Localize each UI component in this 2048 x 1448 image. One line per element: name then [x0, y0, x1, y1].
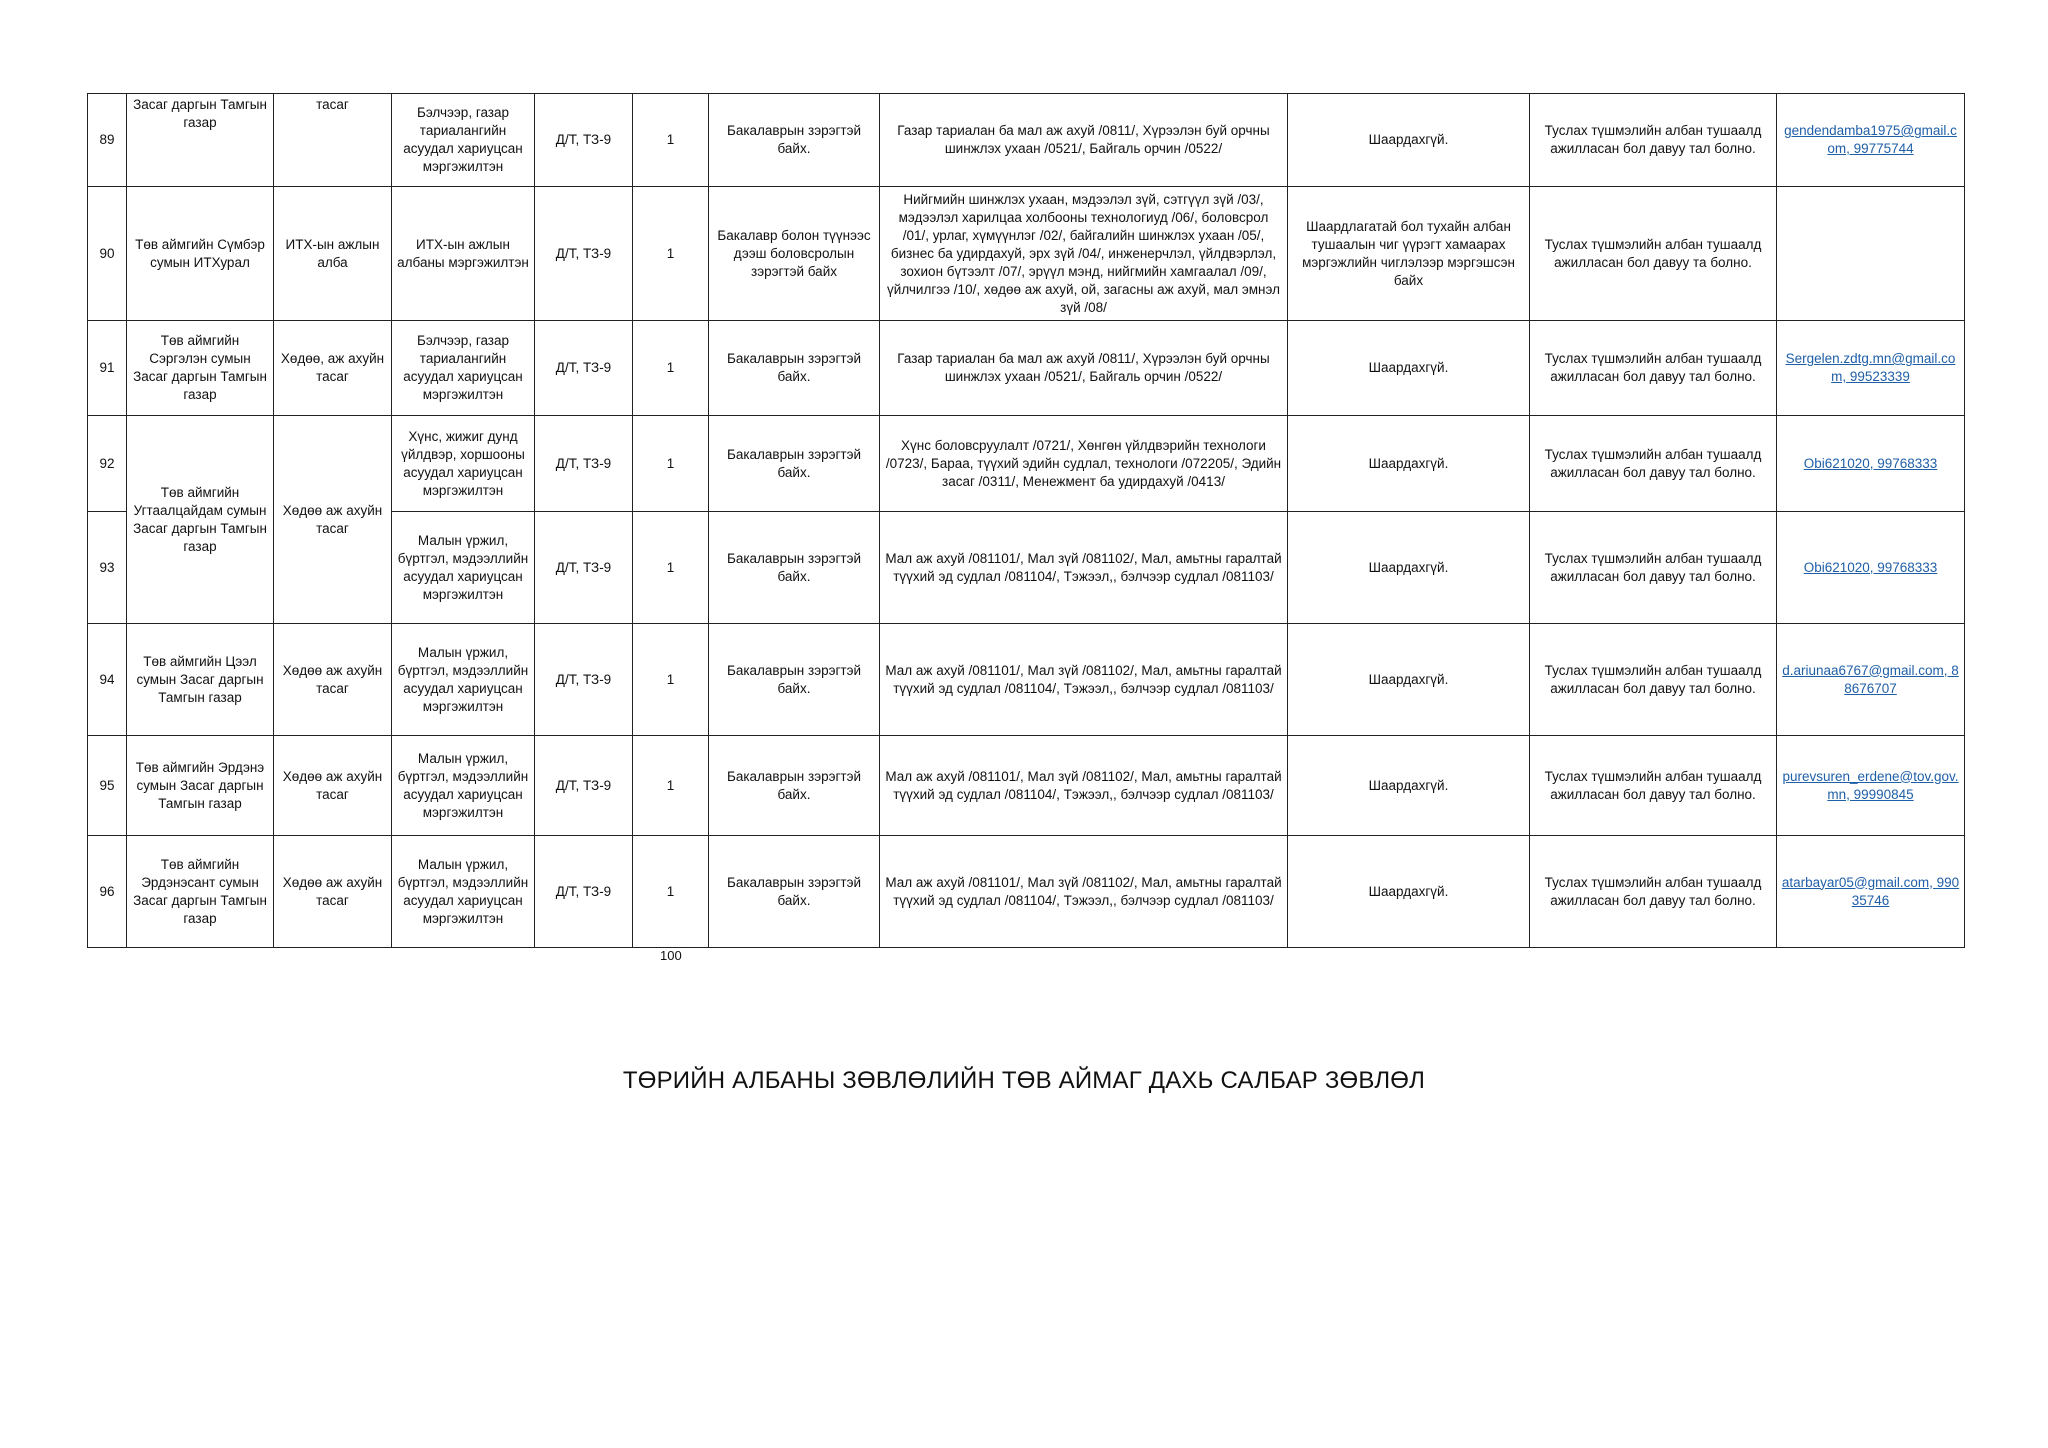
- education-cell: Бакалаврын зэрэгтэй байх.: [709, 624, 880, 736]
- education-cell: Бакалаврын зэрэгтэй байх.: [709, 512, 880, 624]
- section-heading: ТӨРИЙН АЛБАНЫ ЗӨВЛӨЛИЙН ТӨВ АЙМАГ ДАХЬ САЛБАР ЗӨВЛӨЛ: [622, 1067, 1426, 1094]
- position-cell: Малын үржил, бүртгэл, мэдээллийн асуудал хариуцсан мэргэжилтэн: [392, 512, 535, 624]
- training-cell: Шаардахгүй.: [1288, 94, 1530, 187]
- experience-cell: Туслах түшмэлийн албан тушаалд ажилласан бол давуу тал болно.: [1530, 736, 1777, 836]
- department-cell: Хөдөө аж ахуйн тасаг: [274, 624, 392, 736]
- training-cell: Шаардахгүй.: [1288, 736, 1530, 836]
- experience-cell: Туслах түшмэлийн албан тушаалд ажилласан бол давуу тал болно.: [1530, 94, 1777, 187]
- rank-cell: Д/Т, ТЗ-9: [535, 736, 633, 836]
- education-cell: Бакалаврын зэрэгтэй байх.: [709, 321, 880, 416]
- position-cell: Хүнс, жижиг дунд үйлдвэр, хоршооны асуудал хариуцсан мэргэжилтэн: [392, 416, 535, 512]
- contact-cell: [1777, 736, 1965, 836]
- specialty-cell: Мал аж ахуй /081101/, Мал зүй /081102/, Мал, амьтны гаралтай түүхий эд судлал /081104/, Тэжээл,, бэлчээр судлал /081103/: [880, 512, 1288, 624]
- rank-cell: Д/Т, ТЗ-9: [535, 512, 633, 624]
- department-cell: ИТХ-ын ажлын алба: [274, 187, 392, 321]
- training-cell: Шаардахгүй.: [1288, 624, 1530, 736]
- organization-cell: Төв аймгийн Эрдэнэсант сумын Засаг даргын Тамгын газар: [127, 836, 274, 948]
- specialty-cell: Мал аж ахуй /081101/, Мал зүй /081102/, Мал, амьтны гаралтай түүхий эд судлал /081104/, Тэжээл,, бэлчээр судлал /081103/: [880, 624, 1288, 736]
- row-number: 94: [88, 624, 127, 736]
- education-cell: Бакалаврын зэрэгтэй байх.: [709, 836, 880, 948]
- contact-email-link[interactable]: Obi621020, 99768333: [1803, 559, 1938, 575]
- rank-cell: Д/Т, ТЗ-9: [535, 94, 633, 187]
- department-cell: Хөдөө аж ахуйн тасаг: [274, 416, 392, 624]
- table-row: [88, 94, 1965, 187]
- experience-cell: Туслах түшмэлийн албан тушаалд ажилласан бол давуу тал болно.: [1530, 416, 1777, 512]
- specialty-cell: Газар тариалан ба мал аж ахуй /0811/, Хүрээлэн буй орчны шинжлэх ухаан /0521/, Байгаль орчин /0522/: [880, 321, 1288, 416]
- contact-cell: [1777, 416, 1965, 512]
- row-number: 89: [88, 94, 127, 187]
- contact-email-link[interactable]: purevsuren_erdene@tov.gov.mn, 99990845: [1782, 768, 1959, 802]
- organization-cell: Засаг даргын Тамгын газар: [127, 94, 274, 187]
- training-cell: Шаардахгүй.: [1288, 512, 1530, 624]
- count-cell: 1: [633, 624, 709, 736]
- department-cell: Хөдөө аж ахуйн тасаг: [274, 836, 392, 948]
- organization-cell: Төв аймгийн Сэргэлэн сумын Засаг даргын Тамгын газар: [127, 321, 274, 416]
- experience-cell: Туслах түшмэлийн албан тушаалд ажилласан бол давуу тал болно.: [1530, 624, 1777, 736]
- contact-email-link[interactable]: atarbayar05@gmail.com, 99035746: [1781, 874, 1960, 908]
- specialty-cell: Газар тариалан ба мал аж ахуй /0811/, Хүрээлэн буй орчны шинжлэх ухаан /0521/, Байгаль орчин /0522/: [880, 94, 1288, 187]
- count-cell: 1: [633, 187, 709, 321]
- organization-cell: Төв аймгийн Сүмбэр сумын ИТХурал: [127, 187, 274, 321]
- position-cell: Малын үржил, бүртгэл, мэдээллийн асуудал хариуцсан мэргэжилтэн: [392, 624, 535, 736]
- position-cell: Бэлчээр, газар тариалангийн асуудал хариуцсан мэргэжилтэн: [392, 94, 535, 187]
- rank-cell: Д/Т, ТЗ-9: [535, 321, 633, 416]
- position-cell: Малын үржил, бүртгэл, мэдээллийн асуудал хариуцсан мэргэжилтэн: [392, 836, 535, 948]
- contact-email-link[interactable]: Sergelen.zdtg.mn@gmail.com, 99523339: [1785, 351, 1956, 384]
- rank-cell: Д/Т, ТЗ-9: [535, 624, 633, 736]
- organization-cell: Төв аймгийн Эрдэнэ сумын Засаг даргын Тамгын газар: [127, 736, 274, 836]
- rank-cell: Д/Т, ТЗ-9: [535, 416, 633, 512]
- table-row: [88, 416, 1965, 512]
- position-cell: Бэлчээр, газар тариалангийн асуудал хариуцсан мэргэжилтэн: [392, 321, 535, 416]
- education-cell: Бакалавр болон түүнээс дээш боловсролын зэрэгтэй байх: [709, 187, 880, 321]
- organization-cell: Төв аймгийн Угтаалцайдам сумын Засаг даргын Тамгын газар: [127, 416, 274, 624]
- education-cell: Бакалаврын зэрэгтэй байх.: [709, 94, 880, 187]
- contact-cell: [1777, 624, 1965, 736]
- table-row: [88, 187, 1965, 321]
- count-cell: 1: [633, 321, 709, 416]
- rank-cell: Д/Т, ТЗ-9: [535, 836, 633, 948]
- contact-cell: [1777, 94, 1965, 187]
- page-number: 100: [660, 948, 682, 963]
- department-cell: тасаг: [274, 94, 392, 187]
- rank-cell: Д/Т, ТЗ-9: [535, 187, 633, 321]
- training-cell: Шаардахгүй.: [1288, 836, 1530, 948]
- row-number: 92: [88, 416, 127, 512]
- count-cell: 1: [633, 416, 709, 512]
- contact-cell: [1777, 321, 1965, 416]
- experience-cell: Туслах түшмэлийн албан тушаалд ажилласан бол давуу та болно.: [1530, 187, 1777, 321]
- training-cell: Шаардахгүй.: [1288, 416, 1530, 512]
- specialty-cell: Мал аж ахуй /081101/, Мал зүй /081102/, Мал, амьтны гаралтай түүхий эд судлал /081104/, Тэжээл,, бэлчээр судлал /081103/: [880, 736, 1288, 836]
- contact-cell: [1777, 512, 1965, 624]
- count-cell: 1: [633, 736, 709, 836]
- contact-email-link[interactable]: Obi621020, 99768333: [1803, 455, 1938, 471]
- count-cell: 1: [633, 836, 709, 948]
- row-number: 90: [88, 187, 127, 321]
- department-cell: Хөдөө, аж ахуйн тасаг: [274, 321, 392, 416]
- row-number: 95: [88, 736, 127, 836]
- vacancy-table: [87, 93, 1965, 948]
- contact-email-link[interactable]: d.ariunaa6767@gmail.com, 88676707: [1782, 662, 1959, 696]
- department-cell: Хөдөө аж ахуйн тасаг: [274, 736, 392, 836]
- table-row: [88, 321, 1965, 416]
- specialty-cell: Мал аж ахуй /081101/, Мал зүй /081102/, Мал, амьтны гаралтай түүхий эд судлал /081104/, Тэжээл,, бэлчээр судлал /081103/: [880, 836, 1288, 948]
- contact-cell: [1777, 836, 1965, 948]
- training-cell: Шаардлагатай бол тухайн албан тушаалын чиг үүрэгт хамаарах мэргэжлийн чиглэлээр мэргэшсэн байх: [1288, 187, 1530, 321]
- specialty-cell: Хүнс боловсруулалт /0721/, Хөнгөн үйлдвэрийн технологи /0723/, Бараа, түүхий эдийн судлал, технологи /072205/, Эдийн засаг /0311/, Менежмент ба удирдахуй /0413/: [880, 416, 1288, 512]
- table-row: [88, 624, 1965, 736]
- experience-cell: Туслах түшмэлийн албан тушаалд ажилласан бол давуу тал болно.: [1530, 512, 1777, 624]
- row-number: 96: [88, 836, 127, 948]
- specialty-cell: Нийгмийн шинжлэх ухаан, мэдээлэл зүй, сэтгүүл зүй /03/, мэдээлэл харилцаа холбооны технологиуд /06/, боловсрол /01/, урлаг, хүмүүнлэг /02/, байгалийн шинжлэх ухаан /05/, бизнес ба удирдахуй, эрх зүй /04/, инженерчлэл, үйлдвэрлэл, зохион бүтээлт /07/, эрүүл мэнд, нийгмийн хамгаалал /09/, үйлчилгээ /10/, хөдөө аж ахуй, ой, загасны аж ахуй, мал эмнэл зүй /08/: [880, 187, 1288, 321]
- table-row: [88, 836, 1965, 948]
- count-cell: 1: [633, 512, 709, 624]
- education-cell: Бакалаврын зэрэгтэй байх.: [709, 416, 880, 512]
- contact-email-link[interactable]: gendendamba1975@gmail.com, 99775744: [1784, 123, 1957, 156]
- experience-cell: Туслах түшмэлийн албан тушаалд ажилласан бол давуу тал болно.: [1530, 836, 1777, 948]
- row-number: 93: [88, 512, 127, 624]
- training-cell: Шаардахгүй.: [1288, 321, 1530, 416]
- count-cell: 1: [633, 94, 709, 187]
- table-row: [88, 736, 1965, 836]
- position-cell: ИТХ-ын ажлын албаны мэргэжилтэн: [392, 187, 535, 321]
- row-number: 91: [88, 321, 127, 416]
- contact-cell: [1777, 187, 1965, 321]
- organization-cell: Төв аймгийн Цээл сумын Засаг даргын Тамгын газар: [127, 624, 274, 736]
- position-cell: Малын үржил, бүртгэл, мэдээллийн асуудал хариуцсан мэргэжилтэн: [392, 736, 535, 836]
- education-cell: Бакалаврын зэрэгтэй байх.: [709, 736, 880, 836]
- experience-cell: Туслах түшмэлийн албан тушаалд ажилласан бол давуу тал болно.: [1530, 321, 1777, 416]
